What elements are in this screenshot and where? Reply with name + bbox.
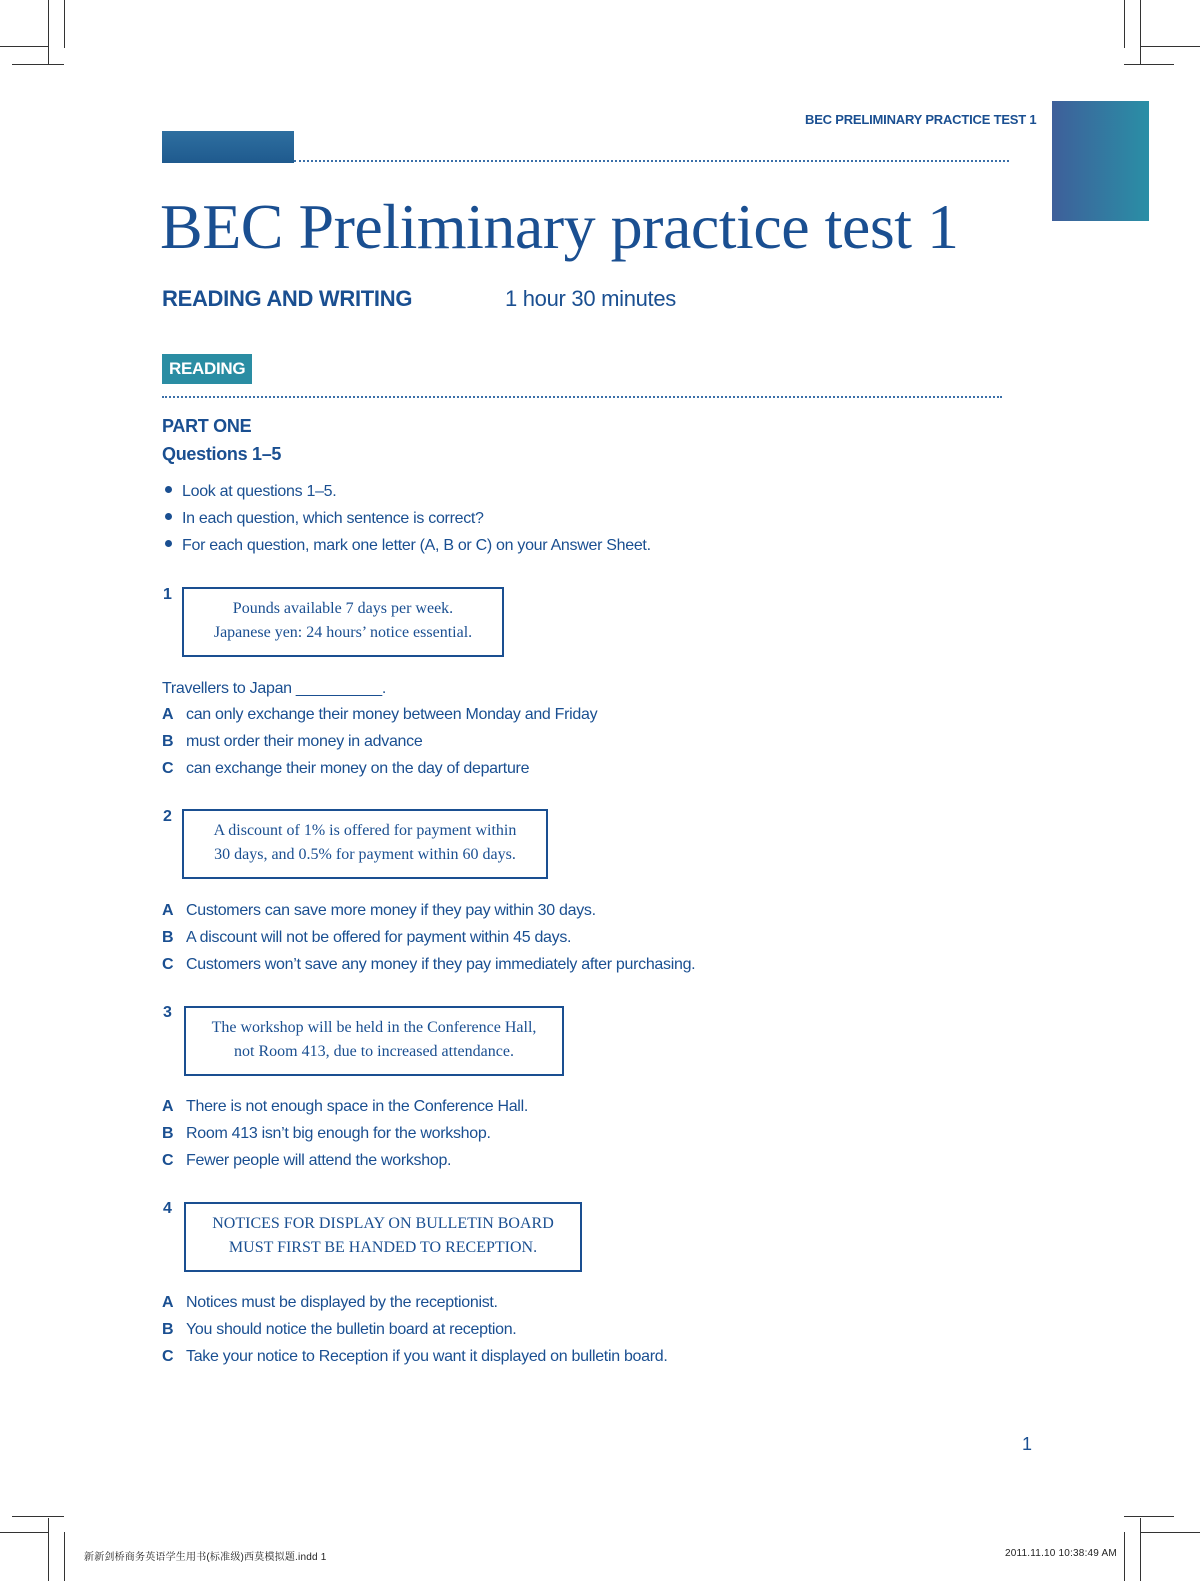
- instruction-text: In each question, which sentence is correct?: [182, 510, 484, 527]
- crop-mark: [48, 1518, 49, 1581]
- question-stem: Travellers to Japan __________.: [162, 680, 387, 697]
- answer-option[interactable]: A Notices must be displayed by the receptionist.: [162, 1294, 498, 1311]
- notice-line: MUST FIRST BE HANDED TO RECEPTION.: [228, 1239, 538, 1256]
- notice-box: [184, 1202, 582, 1272]
- crop-mark: [1140, 46, 1200, 47]
- answer-option[interactable]: B must order their money in advance: [162, 733, 423, 750]
- crop-mark: [1140, 0, 1141, 64]
- notice-line: not Room 413, due to increased attendance.: [234, 1043, 514, 1060]
- notice-line: The workshop will be held in the Conference Hall,: [211, 1019, 537, 1036]
- answer-option[interactable]: C can exchange their money on the day of departure: [162, 760, 530, 777]
- notice-box: [182, 587, 504, 657]
- crop-mark: [0, 46, 48, 47]
- question-number: 3: [163, 1004, 172, 1021]
- paper-duration: 1 hour 30 minutes: [505, 286, 677, 311]
- crop-mark: [1140, 1518, 1141, 1581]
- crop-mark: [12, 64, 64, 65]
- crop-mark: [1140, 1532, 1200, 1533]
- print-slug-timestamp: 2011.11.10 10:38:49 AM: [1005, 1548, 1117, 1559]
- paper-name: READING AND WRITING: [162, 286, 413, 311]
- question-number: 2: [163, 808, 172, 825]
- answer-option[interactable]: B You should notice the bulletin board at reception.: [162, 1321, 517, 1338]
- crop-mark: [64, 0, 65, 48]
- notice-box: [182, 809, 548, 879]
- questions-range: Questions 1–5: [162, 444, 282, 464]
- crop-mark: [64, 1532, 65, 1581]
- section-rule: [162, 396, 1002, 398]
- crop-mark: [0, 1532, 48, 1533]
- bullet-icon: [165, 540, 172, 547]
- notice-box: [184, 1006, 564, 1076]
- header-rule: [294, 160, 1009, 162]
- answer-option[interactable]: C Fewer people will attend the workshop.: [162, 1152, 452, 1169]
- side-tab: [1052, 101, 1149, 221]
- answer-option[interactable]: C Take your notice to Reception if you want it displayed on bulletin board.: [162, 1348, 668, 1365]
- notice-line: NOTICES FOR DISPLAY ON BULLETIN BOARD: [212, 1215, 554, 1232]
- answer-option[interactable]: B A discount will not be offered for payment within 45 days.: [162, 929, 572, 946]
- title-bar-accent: [162, 131, 294, 163]
- instruction-item: [165, 483, 336, 501]
- running-header: BEC PRELIMINARY PRACTICE TEST 1: [805, 112, 1037, 127]
- answer-option[interactable]: B Room 413 isn’t big enough for the workshop.: [162, 1125, 491, 1142]
- section-label: READING: [162, 354, 252, 384]
- notice-line: Japanese yen: 24 hours’ notice essential.: [213, 624, 473, 641]
- print-slug-file: 新新剑桥商务英语学生用书(标准级)西莫模拟题.indd 1: [84, 1552, 327, 1563]
- answer-option[interactable]: A Customers can save more money if they pay within 30 days.: [162, 902, 596, 919]
- notice-line: 30 days, and 0.5% for payment within 60 days.: [214, 846, 516, 863]
- crop-mark: [12, 1516, 64, 1517]
- instruction-item: [165, 537, 651, 555]
- question-number: 1: [163, 586, 172, 603]
- bullet-icon: [165, 486, 172, 493]
- answer-option[interactable]: A There is not enough space in the Conference Hall.: [162, 1098, 528, 1115]
- crop-mark: [1124, 0, 1125, 48]
- page-number: 1: [1022, 1434, 1033, 1454]
- answer-option[interactable]: A can only exchange their money between Monday and Friday: [162, 706, 598, 723]
- bullet-icon: [165, 513, 172, 520]
- question-number: 4: [163, 1200, 172, 1217]
- page-title: BEC Preliminary practice test 1: [160, 191, 959, 262]
- notice-line: A discount of 1% is offered for payment within: [213, 822, 517, 839]
- notice-line: Pounds available 7 days per week.: [232, 600, 454, 617]
- part-heading: PART ONE: [162, 416, 252, 436]
- answer-option[interactable]: C Customers won’t save any money if they pay immediately after purchasing.: [162, 956, 696, 973]
- instruction-item: [165, 510, 484, 528]
- crop-mark: [1124, 1516, 1174, 1517]
- crop-mark: [1124, 1532, 1125, 1581]
- crop-mark: [1124, 64, 1174, 65]
- instruction-text: Look at questions 1–5.: [182, 483, 337, 500]
- crop-mark: [48, 0, 49, 64]
- instruction-text: For each question, mark one letter (A, B or C) on your Answer Sheet.: [182, 537, 651, 554]
